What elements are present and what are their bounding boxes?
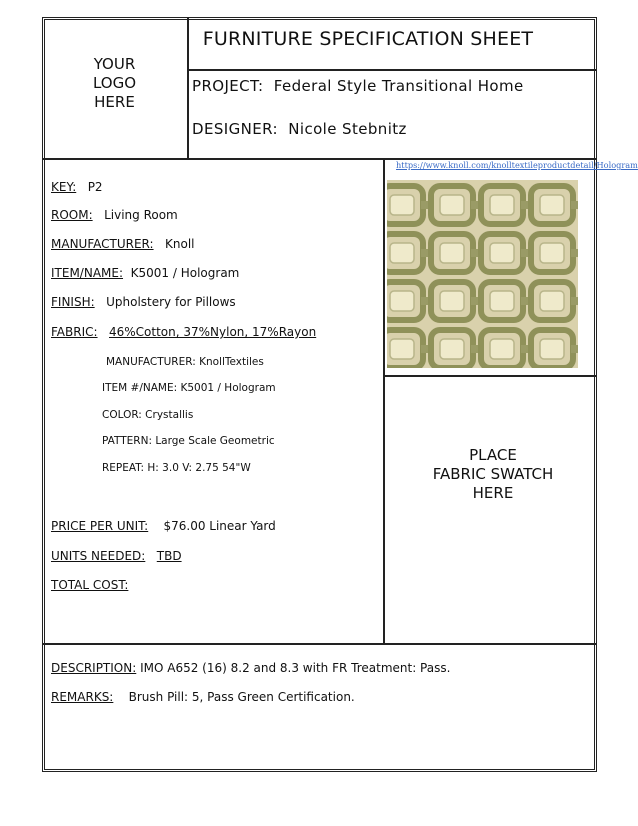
fabric-item: ITEM #/NAME: K5001 / Hologram	[102, 382, 276, 394]
designer-label: DESIGNER:	[192, 120, 278, 138]
manufacturer-field	[51, 237, 194, 251]
fabric-manufacturer: MANUFACTURER: KnollTextiles	[106, 356, 264, 368]
item-value: K5001 / Hologram	[130, 266, 240, 280]
pattern-tile-center	[390, 339, 414, 359]
pattern-tile-center	[540, 291, 564, 311]
pattern-link	[571, 345, 578, 353]
logo-line: LOGO	[92, 74, 137, 92]
project-label: PROJECT:	[192, 77, 264, 95]
fabric-color: COLOR: Crystallis	[102, 409, 194, 421]
key-label: KEY:	[51, 180, 77, 194]
logo-placeholder	[42, 55, 187, 112]
project-line	[192, 77, 524, 95]
price-value: $76.00 Linear Yard	[163, 519, 276, 533]
logo-line: HERE	[94, 93, 135, 111]
pattern-tile-center	[390, 195, 414, 215]
project-value: Federal Style Transitional Home	[273, 77, 524, 95]
pattern-tile-center	[390, 243, 414, 263]
fabric-swatch-image	[387, 180, 578, 368]
pattern-tile-center	[440, 243, 464, 263]
remarks-value: Brush Pill: 5, Pass Green Certification.	[128, 690, 355, 704]
key-field	[51, 180, 103, 194]
swatch-placeholder-line: PLACE	[469, 446, 517, 464]
pattern-tile-center	[490, 195, 514, 215]
total-label: TOTAL COST:	[51, 578, 129, 592]
units-label: UNITS NEEDED:	[51, 549, 146, 563]
pattern-tile-center	[440, 291, 464, 311]
pattern-tile-center	[490, 339, 514, 359]
pattern-link	[571, 297, 578, 305]
fabric-repeat: REPEAT: H: 3.0 V: 2.75 54"W	[102, 462, 251, 474]
logo-line: YOUR	[93, 55, 136, 73]
designer-value: Nicole Stebnitz	[288, 120, 407, 138]
swatch-column-divider	[383, 158, 385, 644]
pattern-tile-center	[490, 243, 514, 263]
manufacturer-value: Knoll	[165, 237, 195, 251]
pattern-tile-center	[390, 291, 414, 311]
fabric-value: 46%Cotton, 37%Nylon, 17%Rayon	[109, 325, 317, 339]
manufacturer-label: MANUFACTURER:	[51, 237, 154, 251]
pattern-link	[571, 201, 578, 209]
fabric-label: FABRIC:	[51, 325, 98, 339]
designer-line	[192, 120, 407, 138]
footer-divider	[42, 643, 597, 645]
remarks-field	[51, 690, 355, 704]
swatch-placeholder-line: FABRIC SWATCH	[432, 465, 554, 483]
description-value: IMO A652 (16) 8.2 and 8.3 with FR Treatment: Pass.	[140, 661, 451, 675]
room-label: ROOM:	[51, 208, 93, 222]
header-title-divider	[188, 69, 597, 71]
pattern-tile-center	[540, 339, 564, 359]
item-field	[51, 266, 239, 280]
remarks-label: REMARKS:	[51, 690, 114, 704]
units-field	[51, 549, 182, 563]
total-field	[51, 578, 128, 592]
fabric-product-link[interactable]: https://www.knoll.com/knolltextileproductdetail/Hologram	[396, 160, 638, 170]
pattern-tile-center	[490, 291, 514, 311]
key-value: P2	[87, 180, 103, 194]
room-value: Living Room	[104, 208, 178, 222]
fabric-pattern: PATTERN: Large Scale Geometric	[102, 435, 275, 447]
description-label: DESCRIPTION:	[51, 661, 137, 675]
swatch-image-divider	[383, 375, 597, 377]
description-field	[51, 661, 450, 675]
page-title: FURNITURE SPECIFICATION SHEET	[202, 28, 534, 50]
price-field	[51, 519, 276, 533]
finish-label: FINISH:	[51, 295, 95, 309]
finish-field	[51, 295, 236, 309]
swatch-placeholder-line: HERE	[472, 484, 514, 502]
fabric-field	[51, 325, 316, 339]
pattern-tile-center	[440, 195, 464, 215]
pattern-tile-center	[540, 195, 564, 215]
pattern-tile-center	[440, 339, 464, 359]
finish-value: Upholstery for Pillows	[106, 295, 236, 309]
pattern-link	[571, 249, 578, 257]
room-field	[51, 208, 178, 222]
price-label: PRICE PER UNIT:	[51, 519, 149, 533]
units-value: TBD	[156, 549, 182, 563]
swatch-placeholder	[388, 446, 598, 503]
pattern-tile-center	[540, 243, 564, 263]
item-label: ITEM/NAME:	[51, 266, 124, 280]
